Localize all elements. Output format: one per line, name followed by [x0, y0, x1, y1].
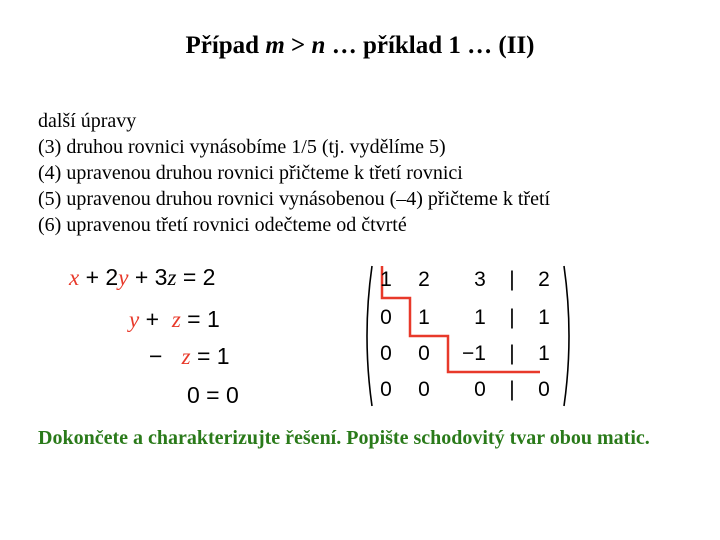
matrix-cell: 1 — [474, 306, 486, 329]
matrix-cell: 2 — [418, 268, 430, 291]
matrix-cell: 1 — [538, 306, 550, 329]
minus: − — [149, 343, 163, 369]
rhs-2: = 1 — [187, 306, 220, 332]
coef-2y: + 2 — [85, 264, 119, 290]
equation-row-4 — [187, 382, 239, 409]
slide-title — [0, 32, 720, 60]
plus: + — [145, 306, 160, 332]
rhs-1: = 2 — [182, 264, 216, 290]
matrix-cell: 0 — [380, 342, 392, 365]
matrix-cell: 1 — [418, 306, 430, 329]
matrix-cell: 0 — [474, 378, 486, 401]
step-line-intro: další úpravy — [38, 110, 137, 132]
coef-3z: + 3 — [134, 264, 168, 290]
matrix-cell: 0 — [418, 342, 430, 365]
matrix-cell: 0 — [538, 378, 550, 401]
matrix-cell: 1 — [538, 342, 550, 365]
step-line-6: (6) upravenou třetí rovnici odečteme od čtvrté — [38, 214, 407, 236]
var-z: z — [181, 344, 191, 369]
title-suffix: … příklad 1 … (II) — [325, 32, 535, 59]
matrix-separator: | — [509, 378, 515, 401]
rhs-4: 0 = 0 — [187, 382, 239, 408]
var-y: y — [129, 307, 140, 332]
equation-row-2 — [129, 306, 220, 333]
equation-system — [65, 262, 275, 410]
matrix-separator: | — [509, 342, 515, 365]
step-line-5: (5) upravenou druhou rovnici vynásobenou (–4) přičteme k třetí — [38, 188, 551, 210]
title-n: n — [311, 32, 326, 59]
matrix-cell: 2 — [538, 268, 550, 291]
matrix-separator: | — [509, 268, 515, 291]
matrix-cell: 3 — [474, 268, 486, 291]
title-gt: > — [284, 32, 312, 59]
steps-list — [38, 108, 550, 238]
matrix-separator: | — [509, 306, 515, 329]
matrix-cell: 0 — [418, 378, 430, 401]
matrix-cell: 1 — [380, 268, 392, 291]
conclusion-task: Dokončete a charakterizujte řešení. Popište schodovitý tvar obou matic. — [38, 427, 650, 449]
var-x: x — [69, 265, 80, 290]
matrix-cell: 0 — [380, 378, 392, 401]
title-prefix: Případ — [185, 32, 266, 59]
matrix-cell: −1 — [462, 342, 486, 365]
equation-row-1 — [69, 264, 215, 291]
matrix-cell: 0 — [380, 306, 392, 329]
step-line-3: (3) druhou rovnici vynásobíme 1/5 (tj. vydělíme 5) — [38, 136, 446, 158]
var-z: z — [167, 265, 177, 290]
var-z: z — [171, 307, 181, 332]
rhs-3: = 1 — [196, 343, 230, 369]
var-y: y — [118, 265, 129, 290]
right-paren — [564, 266, 569, 406]
title-m: m — [265, 32, 285, 59]
equation-row-3 — [149, 343, 230, 370]
augmented-matrix — [362, 262, 574, 410]
step-line-4: (4) upravenou druhou rovnici přičteme k třetí rovnici — [38, 162, 463, 184]
